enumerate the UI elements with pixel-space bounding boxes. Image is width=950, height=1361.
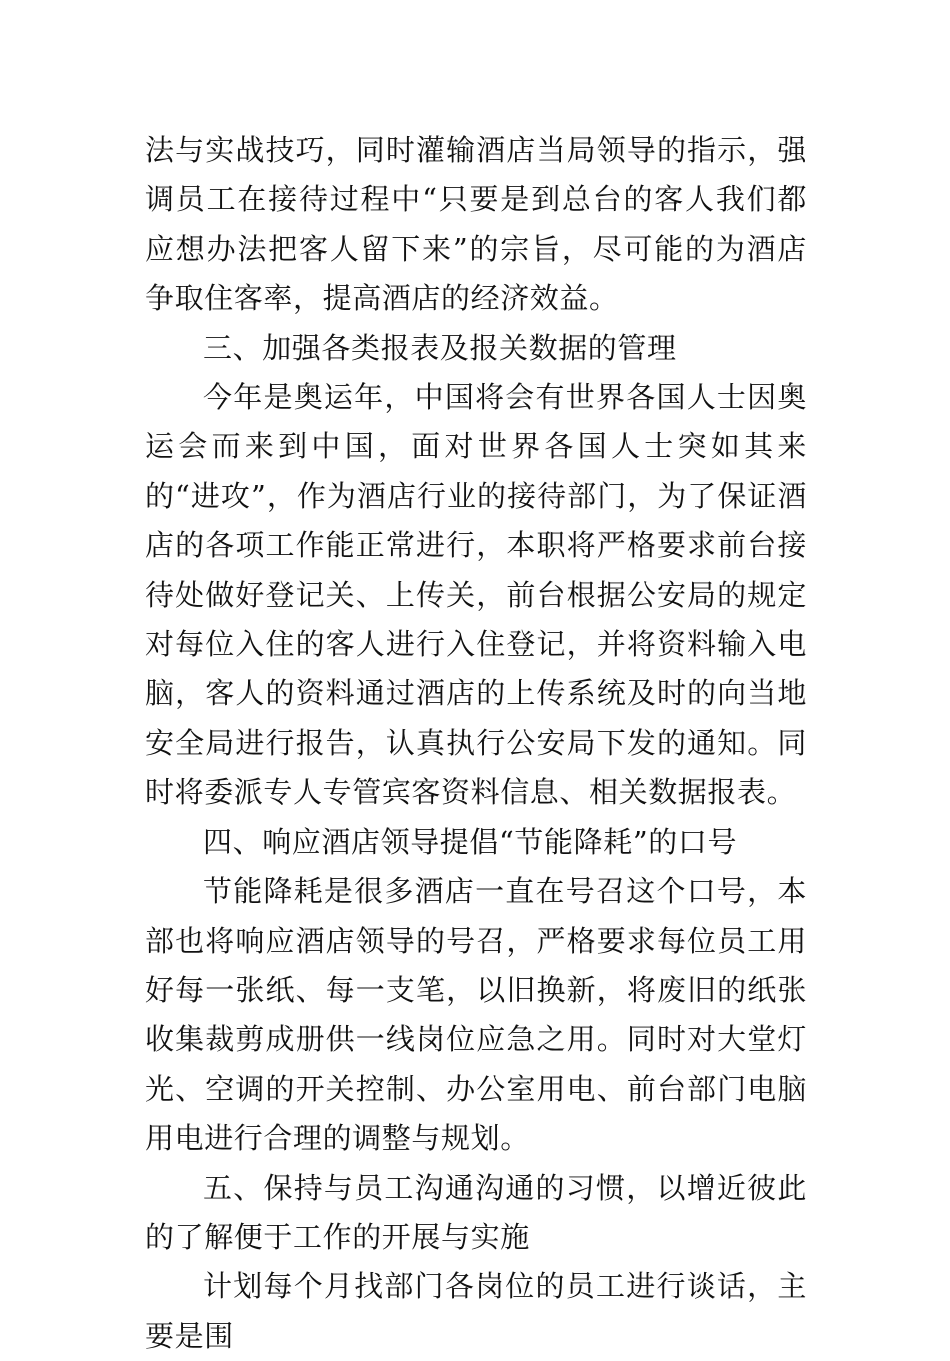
document-body [145,126,807,1361]
section-heading-4: 四、响应酒店领导提倡“节能降耗”的口号 [203,824,738,859]
paragraph-5: 节能降耗是很多酒店一直在号召这个口号，本部也将响应酒店领导的号召，严格要求每位员工用好每一张纸、每一支笔，以旧换新，将废旧的纸张收集裁剪成册供一线岗位应急之用。同时对大堂灯光、空调的开关控制、办公室用电、前台部门电脑用电进行合理的调整与规划。 [145,874,807,1156]
section-heading-3: 三、加强各类报表及报关数据的管理 [203,330,677,365]
section-heading-5: 五、保持与员工沟通沟通的习惯，以增近彼此的了解便于工作的开展与实施 [145,1170,807,1254]
paragraph-7: 计划每个月找部门各岗位的员工进行谈话，主要是围 [145,1269,807,1353]
paragraph-1: 法与实战技巧，同时灌输酒店当局领导的指示，强调员工在接待过程中“只要是到总台的客人我们都应想办法把客人留下来”的宗旨，尽可能的为酒店争取住客率，提高酒店的经济效益。 [145,133,807,316]
paragraph-3: 今年是奥运年，中国将会有世界各国人士因奥运会而来到中国，面对世界各国人士突如其来的“进攻”，作为酒店行业的接待部门，为了保证酒店的各项工作能正常进行，本职将严格要求前台接待处做好登记关、上传关，前台根据公安局的规定对每位入住的客人进行入住登记，并将资料输入电脑，客人的资料通过酒店的上传系统及时的向当地安全局进行报告，认真执行公安局下发的通知。同时将委派专人专管宾客资料信息、相关数据报表。 [145,380,807,810]
